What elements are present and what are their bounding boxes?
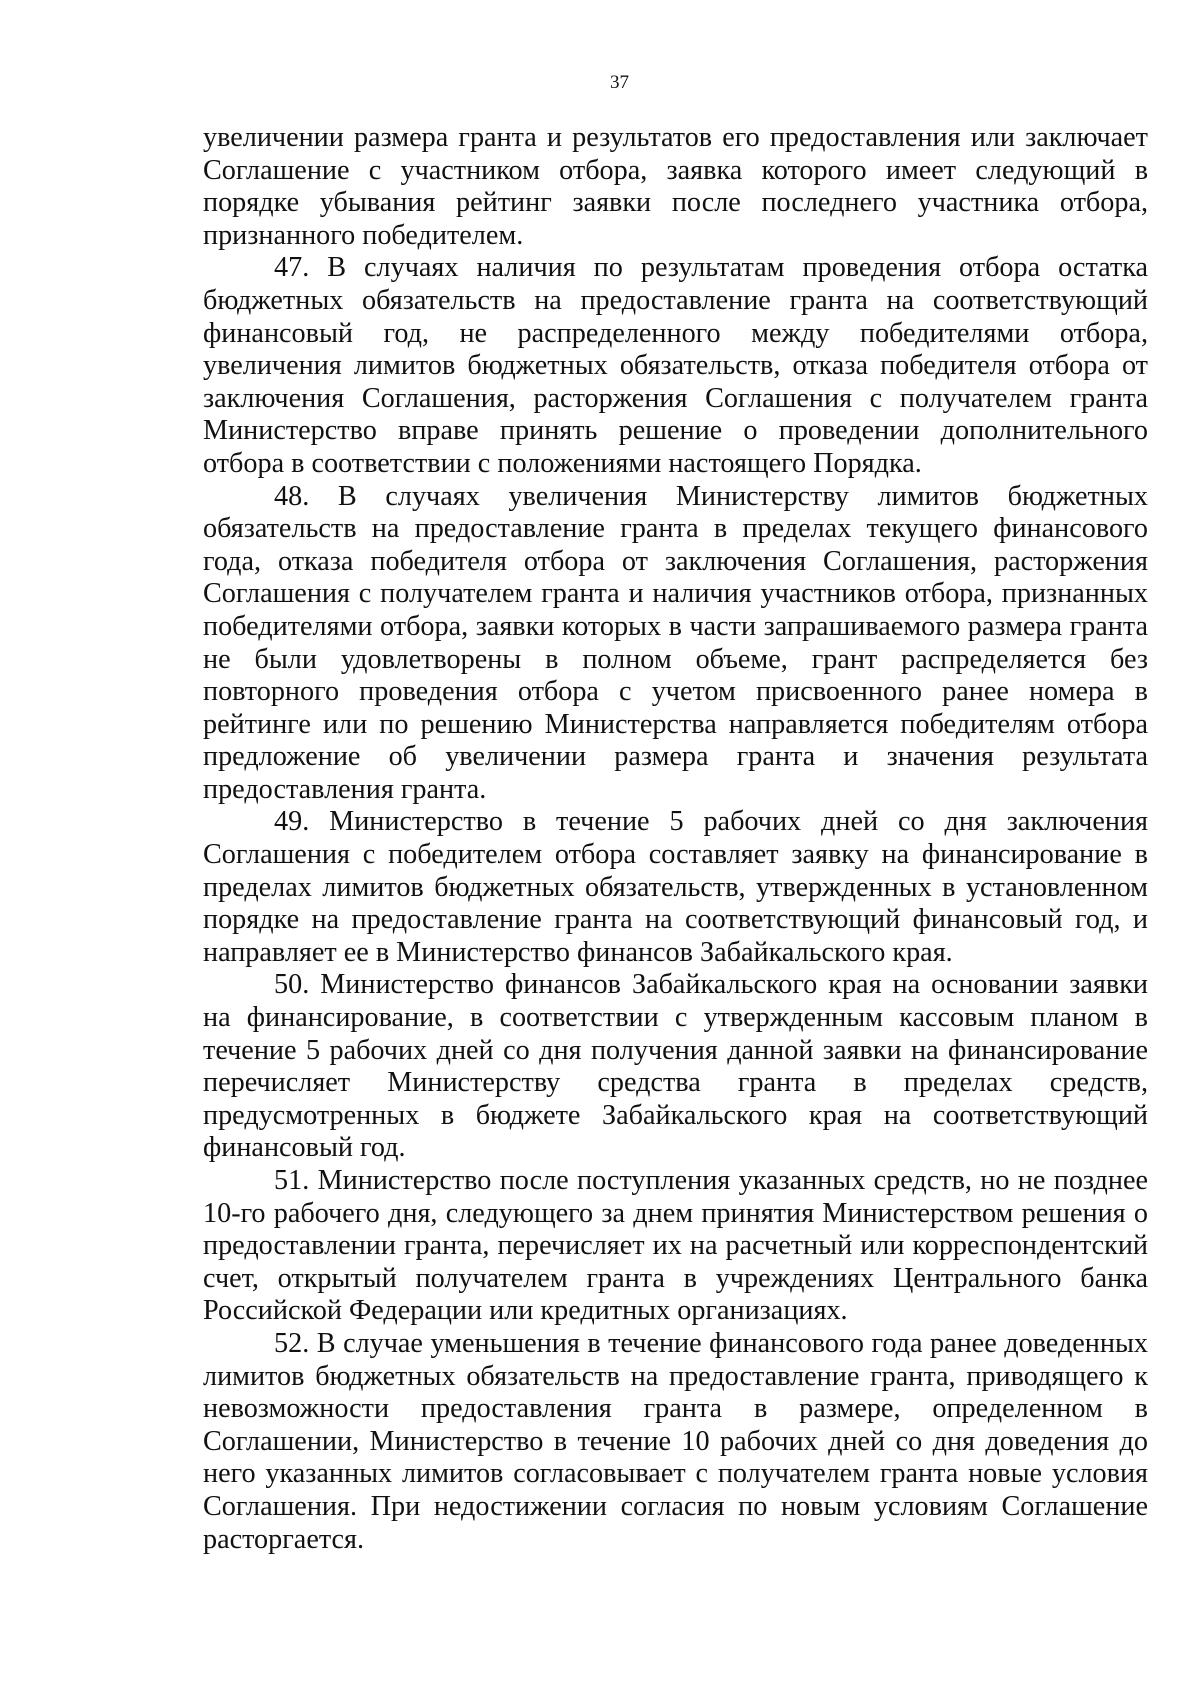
paragraph-47: 47. В случаях наличия по результатам проведения отбора остатка бюджетных обязательств на предоставление гранта на соответствующий финансовый год, не распределенного между победителями отбора, увеличения лимитов бюджетных обязательств, отказа победителя отбора от заключения Соглашения, расторжения Соглашения с получателем гранта Министерство вправе принять решение о проведении дополнительного отбора в соответствии с положениями настоящего Порядка. xyxy=(203,252,1148,479)
paragraph-continuation: увеличении размера гранта и результатов его предоставления или заключает Соглашение с участником отбора, заявка которого имеет следующий в порядке убывания рейтинг заявки после последнего участника отбора, признанного победителем. xyxy=(203,122,1148,251)
document-body xyxy=(203,122,1148,1556)
paragraph-52: 52. В случае уменьшения в течение финансового года ранее доведенных лимитов бюджетных обязательств на предоставление гранта, приводящего к невозможности предоставления гранта в размере, определенном в Соглашении, Министерство в течение 10 рабочих дней со дня доведения до него указанных лимитов согласовывает с получателем гранта новые условия Соглашения. При недостижении согласия по новым условиям Соглашение расторгается. xyxy=(203,1327,1148,1555)
paragraph-48: 48. В случаях увеличения Министерству лимитов бюджетных обязательств на предоставление гранта в пределах текущего финансового года, отказа победителя отбора от заключения Соглашения, расторжения Соглашения с получателем гранта и наличия участников отбора, признанных победителями отбора, заявки которых в части запрашиваемого размера гранта не были удовлетворены в полном объеме, грант распределяется без повторного проведения отбора с учетом присвоенного ранее номера в рейтинге или по решению Министерства направляется победителям отбора предложение об увеличении размера гранта и значения результата предоставления гранта. xyxy=(203,480,1148,805)
paragraph-51: 51. Министерство после поступления указанных средств, но не позднее 10-го рабочего дня, следующего за днем принятия Министерством решения о предоставлении гранта, перечисляет их на расчетный или корреспондентский счет, открытый получателем гранта в учреждениях Центрального банка Российской Федерации или кредитных организациях. xyxy=(203,1165,1148,1327)
paragraph-49: 49. Министерство в течение 5 рабочих дней со дня заключения Соглашения с победителем отбора составляет заявку на финансирование в пределах лимитов бюджетных обязательств, утвержденных в установленном порядке на предоставление гранта на соответствующий финансовый год, и направляет ее в Министерство финансов Забайкальского края. xyxy=(203,806,1148,968)
paragraph-50: 50. Министерство финансов Забайкальского края на основании заявки на финансирование, в соответствии с утвержденным кассовым планом в течение 5 рабочих дней со дня получения данной заявки на финансирование перечисляет Министерству средства гранта в пределах средств, предусмотренных в бюджете Забайкальского края на соответствующий финансовый год. xyxy=(203,969,1148,1164)
page-number: 37 xyxy=(610,72,629,93)
